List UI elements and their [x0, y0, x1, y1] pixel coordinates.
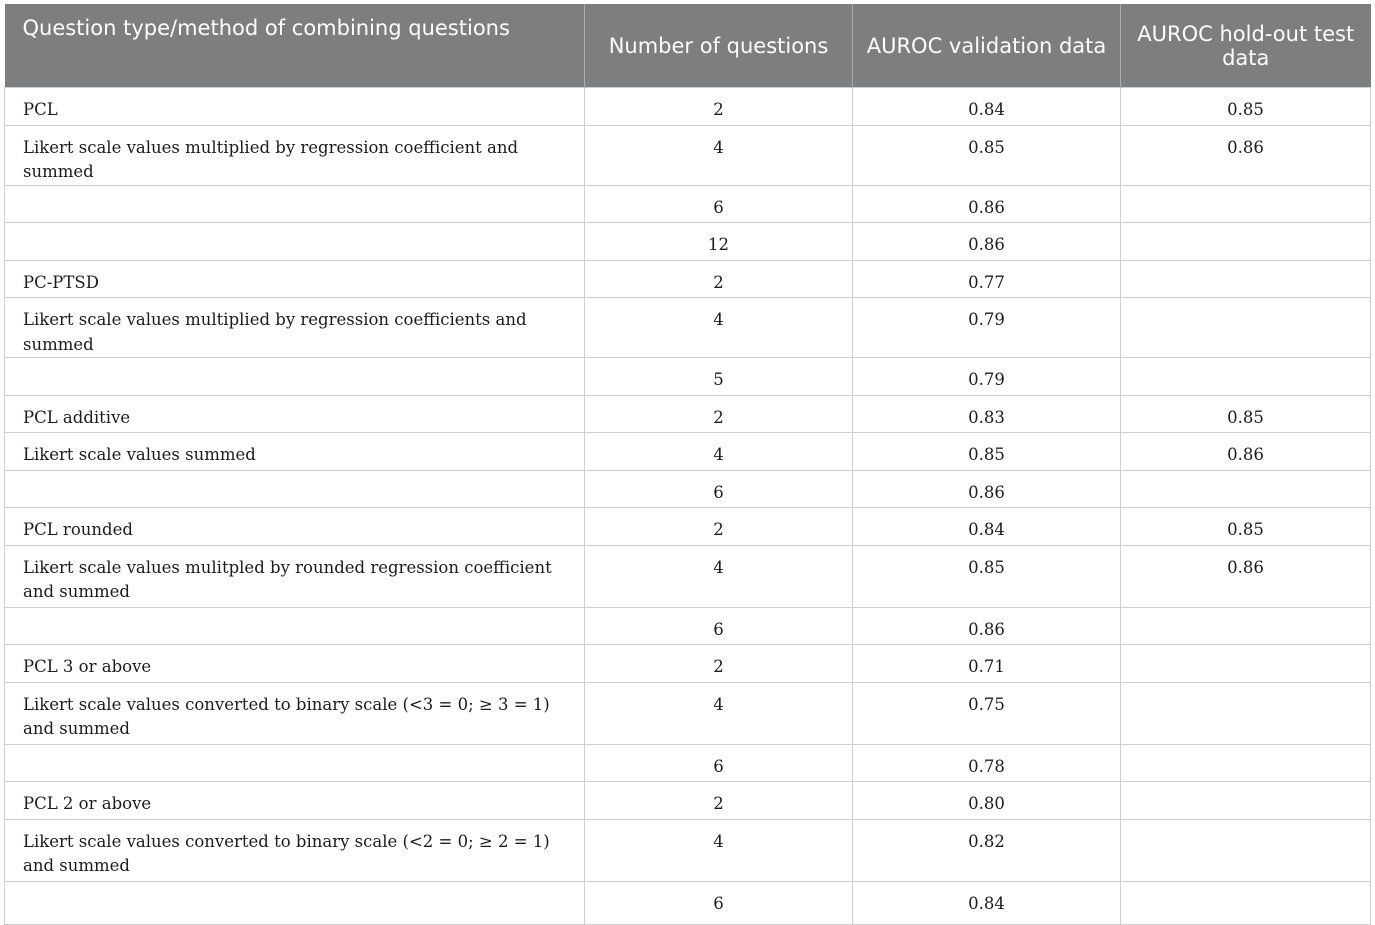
table-row — [5, 223, 1371, 261]
method-cell: Likert scale values summed — [5, 433, 585, 471]
question-count-cell: 4 — [585, 682, 853, 744]
auroc-test-cell — [1121, 223, 1371, 261]
table-row — [5, 881, 1371, 924]
table-row — [5, 260, 1371, 298]
method-cell: Likert scale values multiplied by regression coefficient and summed — [5, 125, 585, 185]
table-row — [5, 88, 1371, 126]
auroc-validation-cell: 0.79 — [853, 358, 1121, 396]
auroc-validation-cell: 0.86 — [853, 470, 1121, 508]
question-count-cell: 4 — [585, 125, 853, 185]
column-header-number-of-questions: Number of questions — [585, 4, 853, 88]
auroc-validation-cell: 0.86 — [853, 607, 1121, 645]
method-cell: Likert scale values converted to binary scale (<2 = 0; ≥ 2 = 1) and summed — [5, 819, 585, 881]
auroc-validation-cell: 0.84 — [853, 508, 1121, 546]
table-header — [5, 4, 1371, 88]
question-count-cell: 6 — [585, 185, 853, 223]
column-header-method: Question type/method of combining questions — [5, 4, 585, 88]
method-cell — [5, 607, 585, 645]
table-row — [5, 125, 1371, 185]
question-count-cell: 4 — [585, 545, 853, 607]
auroc-validation-cell: 0.75 — [853, 682, 1121, 744]
method-cell: PCL 3 or above — [5, 645, 585, 683]
question-count-cell: 4 — [585, 298, 853, 358]
question-count-cell: 2 — [585, 782, 853, 820]
column-header-auroc-validation: AUROC validation data — [853, 4, 1121, 88]
auroc-test-cell — [1121, 260, 1371, 298]
table-row — [5, 298, 1371, 358]
auroc-validation-cell: 0.86 — [853, 223, 1121, 261]
auroc-test-cell — [1121, 470, 1371, 508]
table-row — [5, 470, 1371, 508]
auroc-test-cell: 0.85 — [1121, 508, 1371, 546]
question-count-cell: 5 — [585, 358, 853, 396]
auroc-test-cell — [1121, 881, 1371, 924]
auroc-test-cell — [1121, 298, 1371, 358]
auroc-test-cell: 0.85 — [1121, 88, 1371, 126]
table-row — [5, 819, 1371, 881]
method-cell — [5, 223, 585, 261]
column-header-auroc-test: AUROC hold-out test data — [1121, 4, 1371, 88]
method-cell: Likert scale values multiplied by regression coefficients and summed — [5, 298, 585, 358]
auroc-test-cell: 0.86 — [1121, 125, 1371, 185]
table-row — [5, 508, 1371, 546]
auroc-test-cell — [1121, 607, 1371, 645]
auroc-test-cell: 0.86 — [1121, 433, 1371, 471]
table-row — [5, 185, 1371, 223]
results-table — [4, 4, 1371, 925]
auroc-validation-cell: 0.84 — [853, 881, 1121, 924]
auroc-validation-cell: 0.82 — [853, 819, 1121, 881]
table-row — [5, 433, 1371, 471]
question-count-cell: 6 — [585, 881, 853, 924]
auroc-test-cell — [1121, 682, 1371, 744]
auroc-validation-cell: 0.85 — [853, 125, 1121, 185]
question-count-cell: 2 — [585, 395, 853, 433]
method-cell: PCL additive — [5, 395, 585, 433]
question-count-cell: 6 — [585, 470, 853, 508]
question-count-cell: 2 — [585, 508, 853, 546]
question-count-cell: 6 — [585, 744, 853, 782]
table-row — [5, 607, 1371, 645]
question-count-cell: 4 — [585, 819, 853, 881]
table-row — [5, 545, 1371, 607]
table-row — [5, 395, 1371, 433]
question-count-cell: 6 — [585, 607, 853, 645]
method-cell: PCL 2 or above — [5, 782, 585, 820]
method-cell — [5, 470, 585, 508]
method-cell — [5, 185, 585, 223]
auroc-validation-cell: 0.85 — [853, 545, 1121, 607]
table-row — [5, 782, 1371, 820]
question-count-cell: 12 — [585, 223, 853, 261]
auroc-validation-cell: 0.85 — [853, 433, 1121, 471]
auroc-validation-cell: 0.79 — [853, 298, 1121, 358]
auroc-validation-cell: 0.84 — [853, 88, 1121, 126]
method-cell — [5, 358, 585, 396]
method-cell — [5, 881, 585, 924]
table-row — [5, 744, 1371, 782]
method-cell: Likert scale values mulitpled by rounded regression coefficient and summed — [5, 545, 585, 607]
auroc-validation-cell: 0.80 — [853, 782, 1121, 820]
method-cell — [5, 744, 585, 782]
question-count-cell: 4 — [585, 433, 853, 471]
auroc-validation-cell: 0.71 — [853, 645, 1121, 683]
method-cell: PC-PTSD — [5, 260, 585, 298]
table-body — [5, 88, 1371, 925]
auroc-test-cell — [1121, 185, 1371, 223]
auroc-validation-cell: 0.77 — [853, 260, 1121, 298]
auroc-test-cell — [1121, 744, 1371, 782]
auroc-test-cell: 0.85 — [1121, 395, 1371, 433]
table-row — [5, 645, 1371, 683]
question-count-cell: 2 — [585, 260, 853, 298]
method-cell: PCL rounded — [5, 508, 585, 546]
table-row — [5, 358, 1371, 396]
auroc-validation-cell: 0.86 — [853, 185, 1121, 223]
auroc-test-cell — [1121, 645, 1371, 683]
method-cell: PCL — [5, 88, 585, 126]
auroc-test-cell: 0.86 — [1121, 545, 1371, 607]
question-count-cell: 2 — [585, 88, 853, 126]
auroc-test-cell — [1121, 819, 1371, 881]
question-count-cell: 2 — [585, 645, 853, 683]
auroc-test-cell — [1121, 782, 1371, 820]
auroc-validation-cell: 0.83 — [853, 395, 1121, 433]
auroc-validation-cell: 0.78 — [853, 744, 1121, 782]
auroc-test-cell — [1121, 358, 1371, 396]
table-row — [5, 682, 1371, 744]
method-cell: Likert scale values converted to binary scale (<3 = 0; ≥ 3 = 1) and summed — [5, 682, 585, 744]
